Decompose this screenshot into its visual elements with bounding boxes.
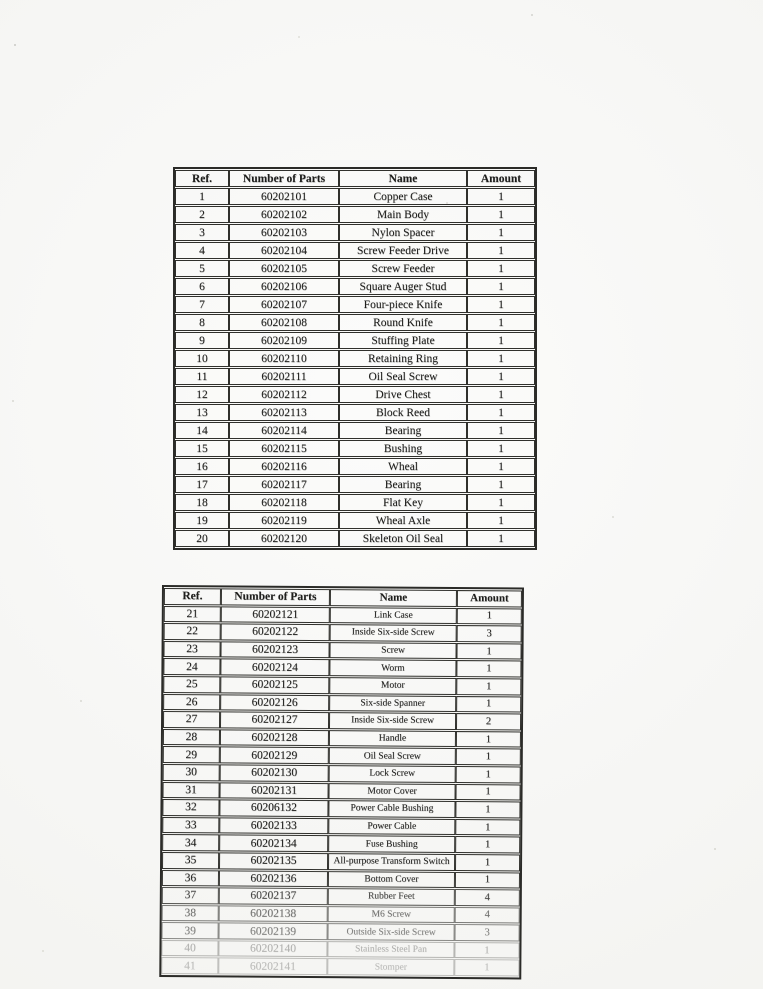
name-cell: Power Cable Bushing — [328, 800, 455, 817]
name-cell: All-purpose Transform Switch — [328, 853, 455, 870]
amount-cell: 1 — [456, 748, 521, 765]
name-cell: Round Knife — [339, 314, 467, 331]
ref-cell: 4 — [175, 242, 229, 259]
table-row — [162, 870, 520, 889]
header-row — [175, 170, 535, 187]
ref-cell: 22 — [164, 623, 221, 640]
amount-cell: 1 — [467, 368, 535, 385]
amount-cell: 1 — [467, 242, 535, 259]
part-number-cell: 60206132 — [219, 800, 328, 817]
part-number-cell: 60202113 — [229, 404, 339, 421]
ref-cell: 18 — [175, 494, 229, 511]
part-number-cell: 60202140 — [218, 940, 327, 957]
table-row — [175, 332, 535, 349]
parts-table-21-41 — [159, 585, 524, 980]
table-row — [175, 422, 535, 439]
amount-cell: 1 — [456, 660, 521, 677]
ref-cell: 35 — [162, 852, 219, 869]
part-number-cell: 60202118 — [229, 494, 339, 511]
amount-cell: 1 — [456, 766, 521, 783]
amount-cell: 1 — [467, 260, 535, 277]
ref-cell: 5 — [175, 260, 229, 277]
part-number-cell: 60202109 — [229, 332, 339, 349]
ref-cell: 16 — [175, 458, 229, 475]
table-row — [163, 746, 521, 765]
table-row — [163, 711, 521, 730]
amount-cell: 1 — [454, 942, 519, 959]
amount-cell: 1 — [467, 350, 535, 367]
header-row — [164, 588, 522, 607]
name-cell: Main Body — [339, 206, 467, 223]
name-cell: Wheal Axle — [339, 512, 467, 529]
table-row — [175, 404, 535, 421]
part-number-cell: 60202116 — [229, 458, 339, 475]
name-cell: Screw Feeder — [339, 260, 467, 277]
table-row — [164, 623, 522, 642]
table-row — [161, 957, 519, 976]
part-number-cell: 60202104 — [229, 242, 339, 259]
part-number-cell: 60202126 — [220, 694, 329, 711]
name-cell: Stuffing Plate — [339, 332, 467, 349]
name-cell: Motor — [329, 677, 456, 694]
table-row — [175, 242, 535, 259]
table-row — [175, 386, 535, 403]
table-row — [175, 260, 535, 277]
ref-cell: 26 — [163, 694, 220, 711]
amount-cell: 1 — [457, 608, 522, 625]
name-cell: Link Case — [330, 607, 457, 624]
ref-cell: 40 — [161, 940, 218, 957]
part-number-cell: 60202107 — [229, 296, 339, 313]
name-cell: Bushing — [339, 440, 467, 457]
amount-cell: 1 — [467, 512, 535, 529]
column-header-number-of-parts: Number of Parts — [229, 170, 339, 187]
table-row — [175, 512, 535, 529]
name-cell: Handle — [329, 730, 456, 747]
column-header-name: Name — [339, 170, 467, 187]
ref-cell: 39 — [162, 922, 219, 939]
amount-cell: 1 — [455, 836, 520, 853]
table-row — [162, 799, 520, 818]
ref-cell: 38 — [162, 905, 219, 922]
amount-cell: 1 — [454, 960, 519, 977]
name-cell: Drive Chest — [339, 386, 467, 403]
part-number-cell: 60202139 — [219, 923, 328, 940]
name-cell: Flat Key — [339, 494, 467, 511]
table-row — [175, 440, 535, 457]
amount-cell: 1 — [467, 422, 535, 439]
ref-cell: 10 — [175, 350, 229, 367]
table-row — [162, 817, 520, 836]
amount-cell: 1 — [455, 854, 520, 871]
table-row — [175, 350, 535, 367]
name-cell: Skeleton Oil Seal — [339, 530, 467, 547]
parts-table-1-20 — [173, 167, 537, 550]
part-number-cell: 60202130 — [220, 764, 329, 781]
name-cell: Rubber Feet — [328, 888, 455, 905]
table-row — [175, 296, 535, 313]
table-row — [175, 314, 535, 331]
ref-cell: 41 — [161, 957, 218, 974]
amount-cell: 1 — [456, 696, 521, 713]
table-row — [162, 922, 520, 941]
name-cell: Square Auger Stud — [339, 278, 467, 295]
ref-cell: 28 — [163, 729, 220, 746]
name-cell: Power Cable — [328, 818, 455, 835]
amount-cell: 1 — [467, 206, 535, 223]
name-cell: Four-piece Knife — [339, 296, 467, 313]
ref-cell: 30 — [163, 764, 220, 781]
amount-cell: 1 — [467, 296, 535, 313]
amount-cell: 1 — [467, 314, 535, 331]
ref-cell: 7 — [175, 296, 229, 313]
part-number-cell: 60202124 — [220, 659, 329, 676]
amount-cell: 1 — [455, 819, 520, 836]
ref-cell: 13 — [175, 404, 229, 421]
ref-cell: 2 — [175, 206, 229, 223]
amount-cell: 1 — [467, 332, 535, 349]
part-number-cell: 60202108 — [229, 314, 339, 331]
ref-cell: 36 — [162, 870, 219, 887]
name-cell: Bottom Cover — [328, 871, 455, 888]
amount-cell: 1 — [456, 731, 521, 748]
ref-cell: 12 — [175, 386, 229, 403]
part-number-cell: 60202102 — [229, 206, 339, 223]
part-number-cell: 60202135 — [219, 852, 328, 869]
part-number-cell: 60202119 — [229, 512, 339, 529]
ref-cell: 19 — [175, 512, 229, 529]
ref-cell: 32 — [162, 799, 219, 816]
name-cell: Worm — [329, 660, 456, 677]
ref-cell: 31 — [163, 782, 220, 799]
part-number-cell: 60202134 — [219, 835, 328, 852]
column-header-ref-: Ref. — [175, 170, 229, 187]
table-row — [163, 641, 521, 660]
ref-cell: 17 — [175, 476, 229, 493]
amount-cell: 1 — [455, 872, 520, 889]
part-number-cell: 60202131 — [220, 782, 329, 799]
amount-cell: 3 — [457, 625, 522, 642]
name-cell: Wheal — [339, 458, 467, 475]
column-header-amount: Amount — [457, 590, 522, 607]
ref-cell: 8 — [175, 314, 229, 331]
table-row — [175, 206, 535, 223]
name-cell: Inside Six-side Screw — [329, 712, 456, 729]
part-number-cell: 60202138 — [219, 905, 328, 922]
part-number-cell: 60202122 — [221, 624, 330, 641]
table-row — [161, 940, 519, 959]
part-number-cell: 60202129 — [220, 747, 329, 764]
name-cell: Retaining Ring — [339, 350, 467, 367]
table-row — [162, 905, 520, 924]
part-number-cell: 60202110 — [229, 350, 339, 367]
table-row — [163, 729, 521, 748]
table-row — [175, 188, 535, 205]
part-number-cell: 60202141 — [218, 958, 327, 975]
amount-cell: 1 — [467, 440, 535, 457]
part-number-cell: 60202106 — [229, 278, 339, 295]
ref-cell: 27 — [163, 711, 220, 728]
name-cell: Copper Case — [339, 188, 467, 205]
name-cell: Oil Seal Screw — [339, 368, 467, 385]
name-cell: Bearing — [339, 476, 467, 493]
ref-cell: 24 — [163, 658, 220, 675]
name-cell: Inside Six-side Screw — [330, 624, 457, 641]
ref-cell: 14 — [175, 422, 229, 439]
table-row — [175, 278, 535, 295]
table-row — [164, 606, 522, 625]
part-number-cell: 60202125 — [220, 676, 329, 693]
ref-cell: 34 — [162, 834, 219, 851]
table-row — [163, 694, 521, 713]
amount-cell: 1 — [467, 530, 535, 547]
ref-cell: 29 — [163, 746, 220, 763]
part-number-cell: 60202128 — [220, 729, 329, 746]
part-number-cell: 60202103 — [229, 224, 339, 241]
scan-noise-specks — [14, 44, 16, 46]
ref-cell: 37 — [162, 887, 219, 904]
part-number-cell: 60202111 — [229, 368, 339, 385]
amount-cell: 1 — [456, 784, 521, 801]
amount-cell: 4 — [455, 889, 520, 906]
table-row — [163, 676, 521, 695]
part-number-cell: 60202136 — [219, 870, 328, 887]
ref-cell: 25 — [163, 676, 220, 693]
part-number-cell: 60202127 — [220, 712, 329, 729]
name-cell: Fuse Bushing — [328, 835, 455, 852]
table-row — [162, 887, 520, 906]
amount-cell: 1 — [467, 458, 535, 475]
name-cell: Nylon Spacer — [339, 224, 467, 241]
ref-cell: 11 — [175, 368, 229, 385]
part-number-cell: 60202120 — [229, 530, 339, 547]
amount-cell: 4 — [455, 907, 520, 924]
name-cell: Six-side Spanner — [329, 695, 456, 712]
part-number-cell: 60202121 — [221, 606, 330, 623]
part-number-cell: 60202115 — [229, 440, 339, 457]
column-header-ref-: Ref. — [164, 588, 221, 605]
amount-cell: 1 — [467, 494, 535, 511]
name-cell: Stomper — [327, 959, 454, 976]
name-cell: Oil Seal Screw — [329, 748, 456, 765]
part-number-cell: 60202101 — [229, 188, 339, 205]
part-number-cell: 60202117 — [229, 476, 339, 493]
name-cell: Block Reed — [339, 404, 467, 421]
column-header-name: Name — [330, 589, 457, 606]
amount-cell: 1 — [467, 476, 535, 493]
name-cell: Screw — [329, 642, 456, 659]
table-row — [175, 476, 535, 493]
ref-cell: 33 — [162, 817, 219, 834]
ref-cell: 20 — [175, 530, 229, 547]
name-cell: Lock Screw — [329, 765, 456, 782]
name-cell: Motor Cover — [329, 783, 456, 800]
ref-cell: 9 — [175, 332, 229, 349]
name-cell: Outside Six-side Screw — [328, 923, 455, 940]
table-row — [175, 368, 535, 385]
name-cell: M6 Screw — [328, 906, 455, 923]
table-row — [162, 852, 520, 871]
table-row — [163, 764, 521, 783]
part-number-cell: 60202137 — [219, 887, 328, 904]
table-row — [163, 782, 521, 801]
name-cell: Stainless Steel Pan — [327, 941, 454, 958]
amount-cell: 2 — [456, 713, 521, 730]
part-number-cell: 60202133 — [219, 817, 328, 834]
ref-cell: 6 — [175, 278, 229, 295]
column-header-amount: Amount — [467, 170, 535, 187]
part-number-cell: 60202123 — [220, 641, 329, 658]
ref-cell: 1 — [175, 188, 229, 205]
column-header-number-of-parts: Number of Parts — [221, 588, 330, 605]
amount-cell: 1 — [467, 188, 535, 205]
amount-cell: 1 — [455, 801, 520, 818]
ref-cell: 3 — [175, 224, 229, 241]
name-cell: Bearing — [339, 422, 467, 439]
table-row — [175, 530, 535, 547]
amount-cell: 1 — [467, 386, 535, 403]
ref-cell: 15 — [175, 440, 229, 457]
amount-cell: 1 — [456, 678, 521, 695]
part-number-cell: 60202112 — [229, 386, 339, 403]
amount-cell: 1 — [456, 643, 521, 660]
part-number-cell: 60202105 — [229, 260, 339, 277]
name-cell: Screw Feeder Drive — [339, 242, 467, 259]
table-row — [162, 834, 520, 853]
table-row — [175, 224, 535, 241]
ref-cell: 21 — [164, 606, 221, 623]
amount-cell: 3 — [455, 924, 520, 941]
amount-cell: 1 — [467, 224, 535, 241]
table-row — [175, 494, 535, 511]
amount-cell: 1 — [467, 278, 535, 295]
table-row — [175, 458, 535, 475]
table-row — [163, 658, 521, 677]
ref-cell: 23 — [163, 641, 220, 658]
amount-cell: 1 — [467, 404, 535, 421]
part-number-cell: 60202114 — [229, 422, 339, 439]
